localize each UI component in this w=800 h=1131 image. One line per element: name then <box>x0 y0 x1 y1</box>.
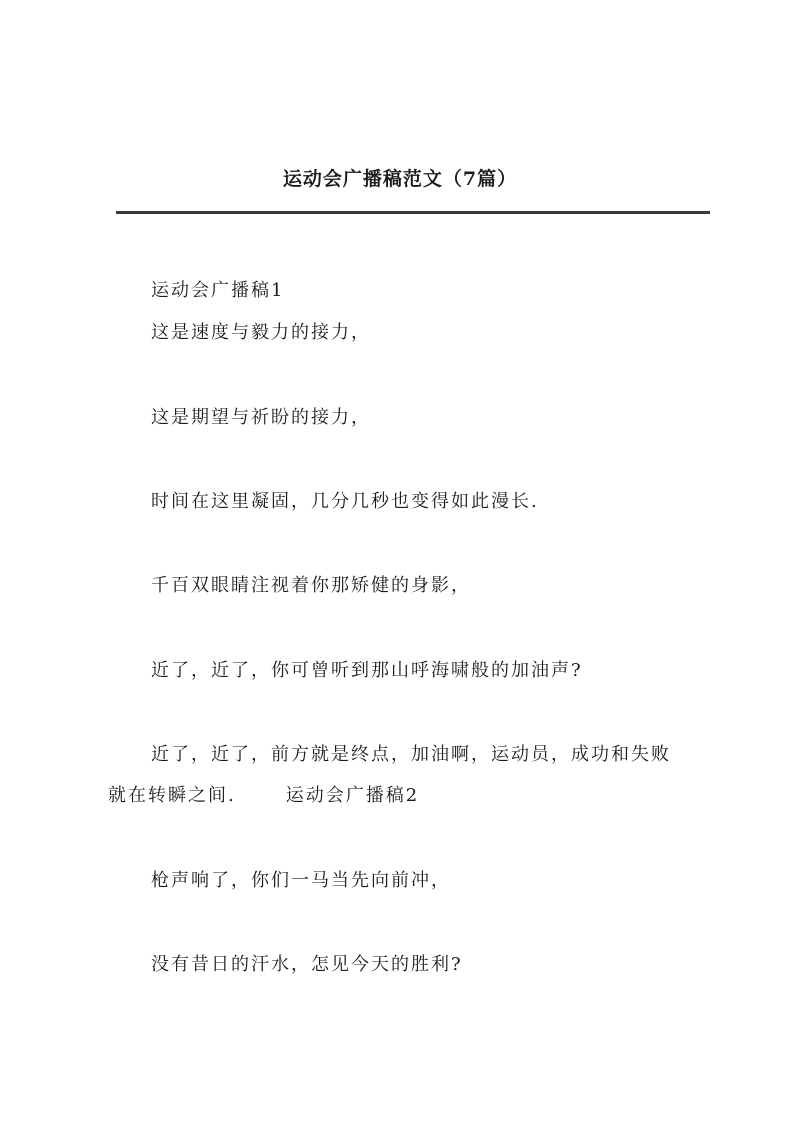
paragraph-line: 时间在这里凝固，几分几秒也变得如此漫长. <box>151 491 539 512</box>
document-title: 运动会广播稿范文（7篇） <box>282 168 518 190</box>
paragraph-line-continuation <box>108 781 419 807</box>
paragraph-line-end: 就在转瞬之间. <box>108 785 236 806</box>
paragraph-line: 近了，近了，前方就是终点，加油啊，运动员，成功和失败 <box>151 744 671 765</box>
section-heading-1: 运动会广播稿1 <box>151 280 285 301</box>
paragraph-line: 这是期望与祈盼的接力， <box>151 407 371 428</box>
paragraph-line: 千百双眼睛注视着你那矫健的身影， <box>151 575 471 596</box>
section-heading-2: 运动会广播稿2 <box>285 785 420 806</box>
paragraph-line: 这是速度与毅力的接力， <box>151 322 371 343</box>
title-divider <box>116 211 710 214</box>
paragraph-line: 枪声响了，你们一马当先向前冲， <box>151 870 451 891</box>
paragraph-line: 没有昔日的汗水，怎见今天的胜利? <box>151 954 463 975</box>
paragraph-line: 近了，近了，你可曾听到那山呼海啸般的加油声? <box>151 660 583 681</box>
